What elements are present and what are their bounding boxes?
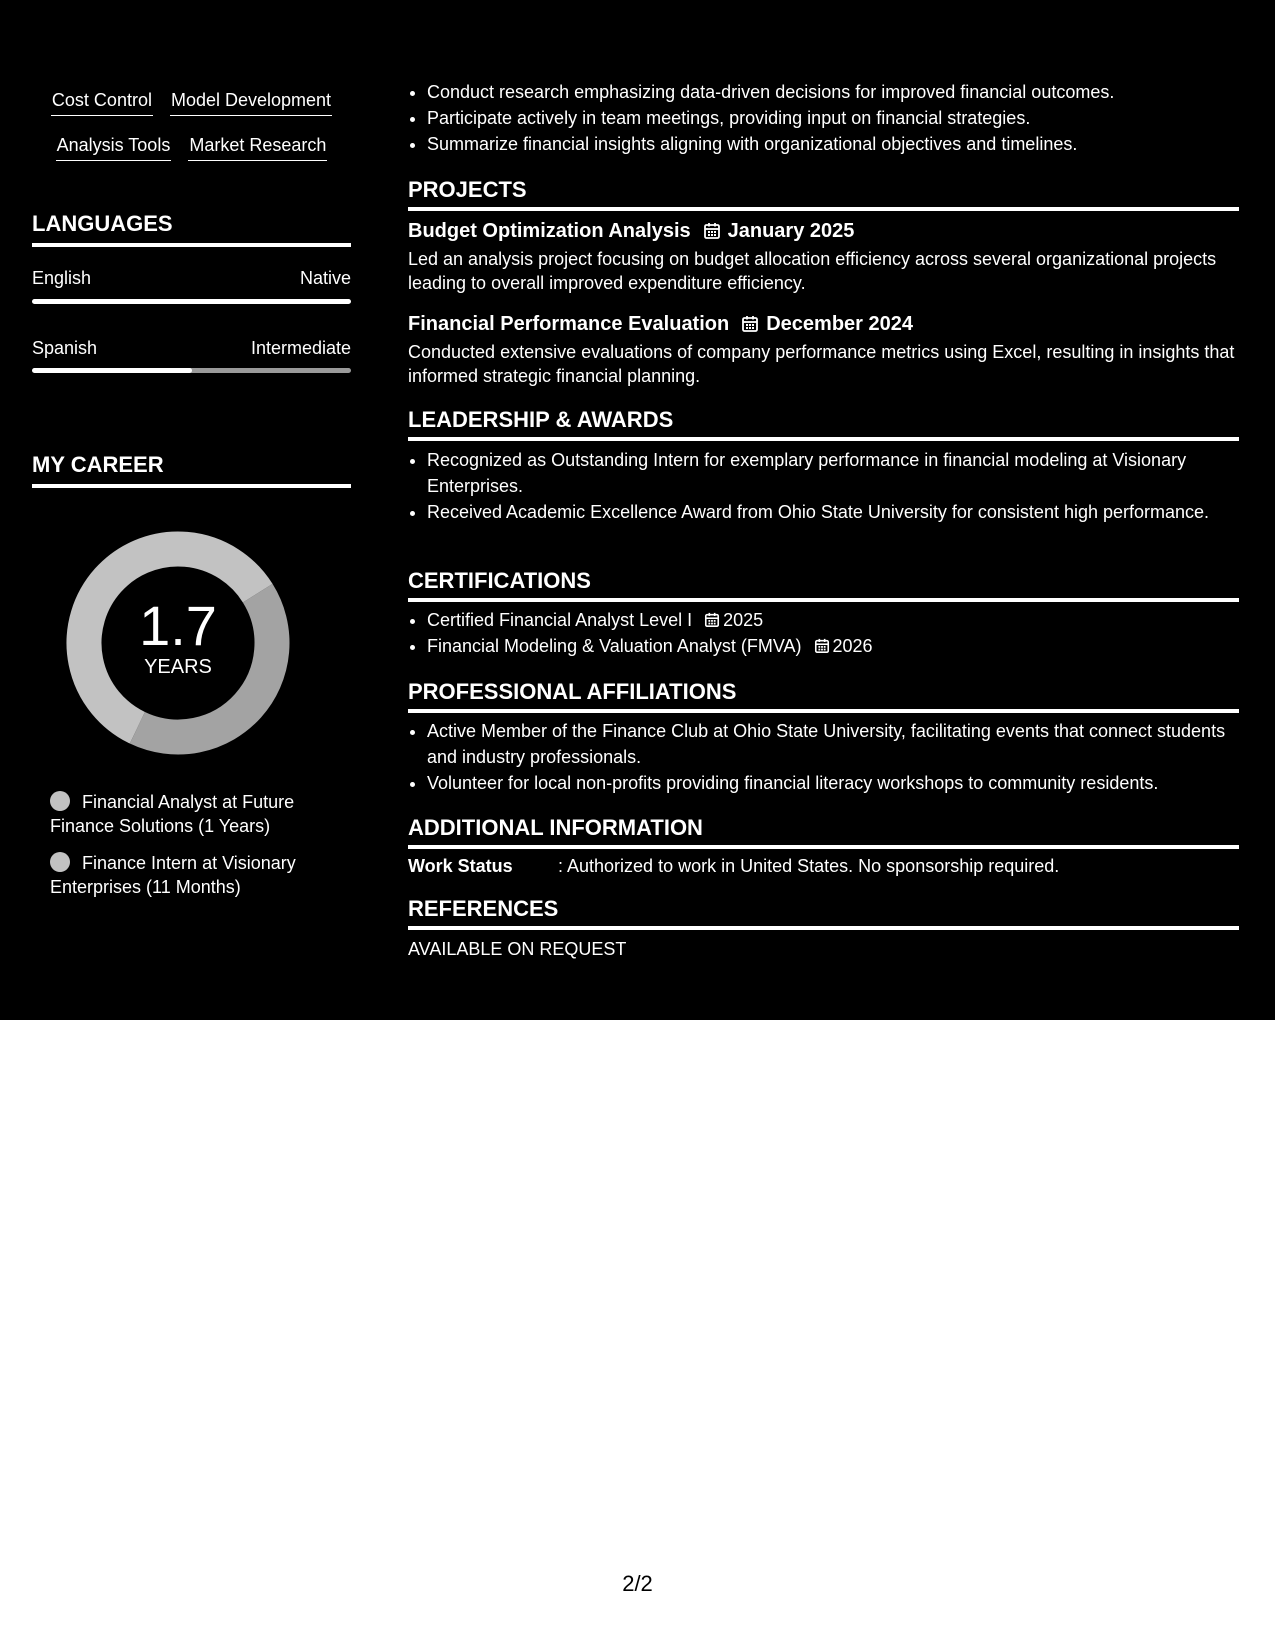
career-donut [66,531,290,755]
language-row [32,266,351,290]
language-level: Native [299,268,351,288]
certification-year: 2026 [832,636,873,656]
language-name: English [32,268,92,288]
certifications-heading: CERTIFICATIONS [408,567,1239,602]
career-item-text: Finance Intern at Visionary Enterprises (11 Months) [50,853,296,897]
skills-row [32,86,351,116]
projects-heading: PROJECTS [408,176,1239,211]
leadership-list [408,447,1258,525]
certification-name: Certified Financial Analyst Level I [427,610,693,630]
bullet-item: • Received Academic Excellence Award from Ohio State University for consistent high performance. [427,499,1258,525]
skill-tag: Cost Control [51,86,153,116]
additional-info-heading: ADDITIONAL INFORMATION [408,814,1239,849]
calendar-icon [741,315,759,333]
main-content [408,0,1239,1020]
bullet-item: • Active Member of the Finance Club at Ohio State University, facilitating events that connect students and industry professionals. [427,718,1258,770]
bullet-item: • Volunteer for local non-profits providing financial literacy workshops to community residents. [427,770,1258,796]
project-title: Budget Optimization Analysis [408,220,691,242]
career-item [50,851,350,899]
work-status-value: : Authorized to work in United States. No sponsorship required. [558,856,1060,876]
certification-item [427,607,1258,633]
project-date: December 2024 [766,313,913,335]
project-entry [408,218,1239,295]
career-item [50,790,350,838]
skill-tag: Market Research [188,131,327,161]
project-description: Conducted extensive evaluations of company performance metrics using Excel, resulting in insights that informed strategic financial planning. [408,342,1235,386]
affiliations-heading: PROFESSIONAL AFFILIATIONS [408,678,1239,713]
career-heading: MY CAREER [32,451,351,488]
career-item-text: Financial Analyst at Future Finance Solutions (1 Years) [50,792,295,836]
work-status-label: Work Status [408,856,513,876]
languages-heading: LANGUAGES [32,210,351,247]
language-row [32,336,351,360]
calendar-icon [704,612,720,628]
bullet-item: • Conduct research emphasizing data-driven decisions for improved financial outcomes. [427,79,1258,105]
language-bar [32,299,351,304]
affiliations-list [408,718,1258,796]
bullet-item: • Summarize financial insights aligning with organizational objectives and timelines. [427,131,1258,157]
project-entry [408,311,1239,388]
skills-row [32,131,351,161]
project-description: Led an analysis project focusing on budget allocation efficiency across several organizational projects leading to overall improved expenditure efficiency. [408,249,1217,293]
sidebar [32,0,351,1020]
bullet-item: • Participate actively in team meetings, providing input on financial strategies. [427,105,1258,131]
language-level: Intermediate [250,338,351,358]
career-dot-icon [50,852,70,872]
skill-tag: Model Development [170,86,332,116]
experience-bullets [408,79,1258,157]
career-dot-icon [50,791,70,811]
calendar-icon [814,638,830,654]
career-years-value: 1.7 [139,594,217,657]
career-years-unit: YEARS [144,656,212,678]
project-date: January 2025 [727,220,855,242]
bullet-item: • Recognized as Outstanding Intern for exemplary performance in financial modeling at Visionary Enterprises. [427,447,1258,499]
certification-item [427,633,1258,659]
references-heading: REFERENCES [408,895,1239,930]
skill-tag: Analysis Tools [56,131,172,161]
certification-name: Financial Modeling & Valuation Analyst (FMVA) [427,636,802,656]
language-bar [32,368,351,373]
project-title: Financial Performance Evaluation [408,313,730,335]
work-status-row [408,854,1239,878]
career-list [50,790,350,912]
language-name: Spanish [32,338,98,358]
leadership-heading: LEADERSHIP & AWARDS [408,406,1239,441]
calendar-icon [703,222,721,240]
page-number: 2/2 [622,1571,653,1596]
language-bar-fill [32,299,351,304]
certifications-list [408,607,1258,659]
certification-year: 2025 [723,610,764,630]
language-bar-fill [32,368,192,373]
references-text: AVAILABLE ON REQUEST [408,939,627,959]
